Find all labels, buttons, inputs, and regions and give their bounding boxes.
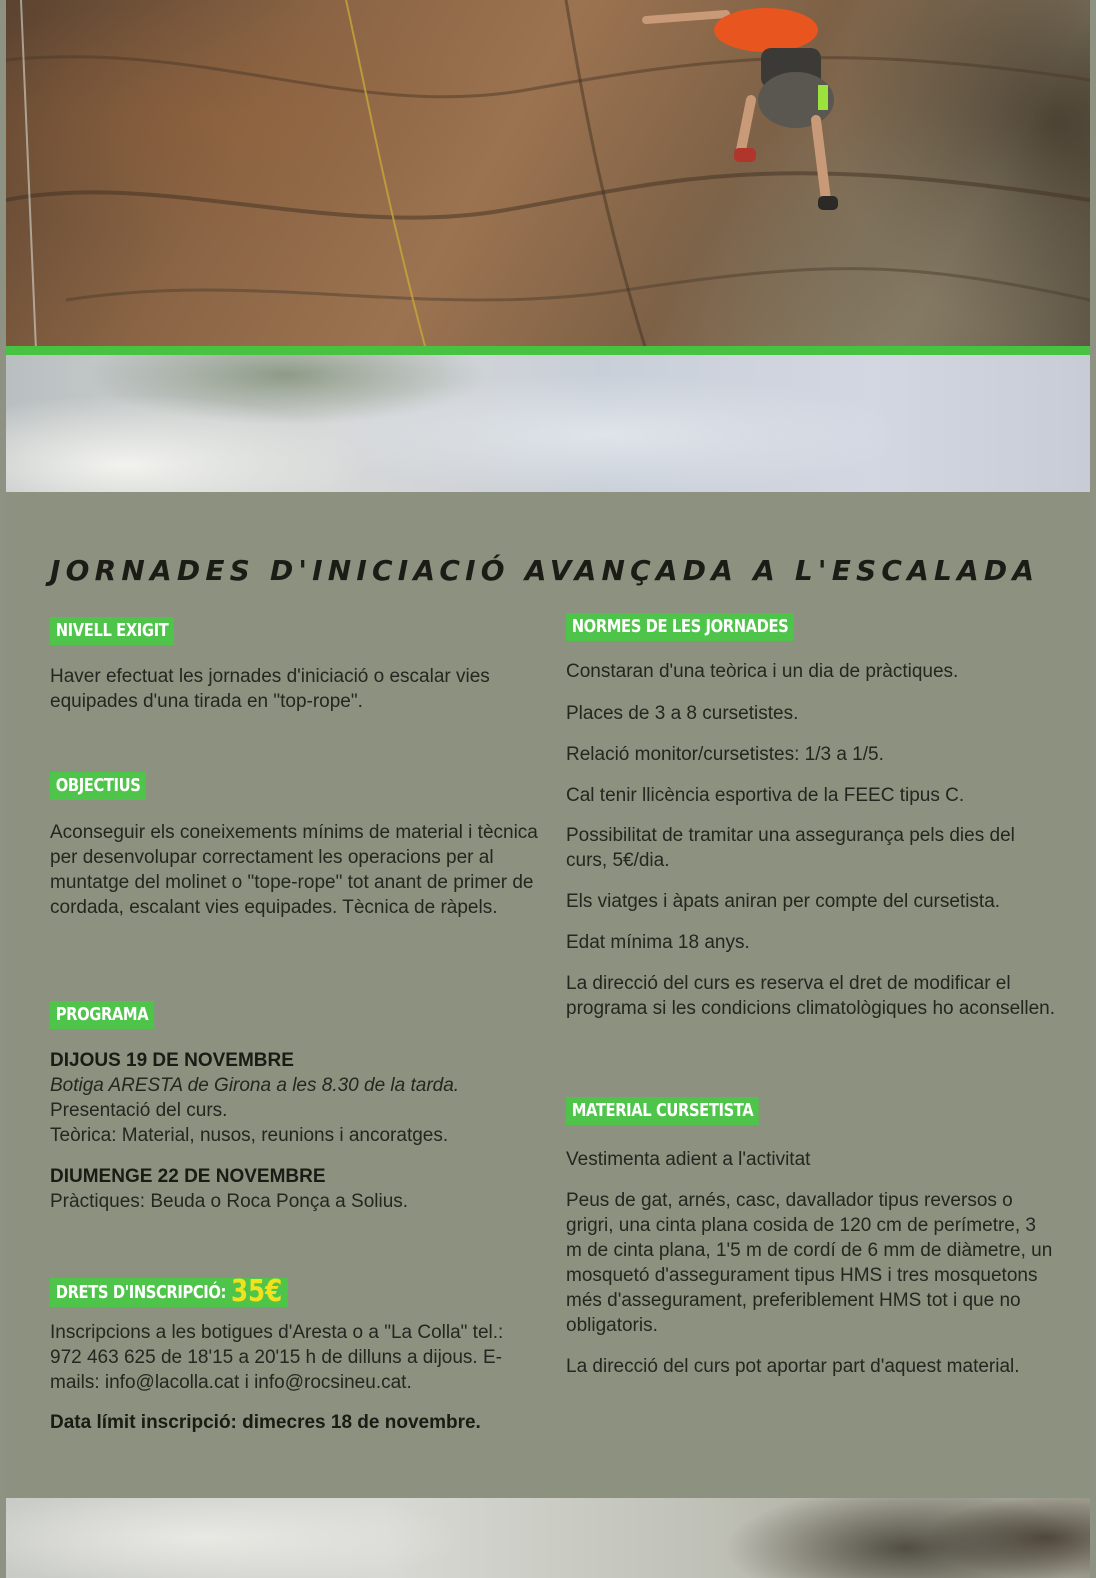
- material-line2: Peus de gat, arnés, casc, davallador tipus reversos o grigri, una cinta plana cosida de 120 cm de perímetre, 3 m de cinta plana, 1'5 m de cordí de 6 mm de diàmetre, un mosquetó d'assegurament tipus HMS i tres mosquetons més d'assegurament, preferiblement HMS tot i que no obligatoris.: [566, 1190, 1053, 1336]
- day1-line2: Teòrica: Material, nusos, reunions i ancoratges.: [50, 1125, 449, 1146]
- material-heading: MATERIAL CURSETISTA: [566, 1097, 759, 1125]
- bottom-photo-band: [6, 1498, 1090, 1578]
- day1-title: DIJOUS 19 DE NOVEMBRE: [50, 1050, 294, 1071]
- objectius-text: Aconseguir els coneixements mínims de material i tècnica per desenvolupar correctament les operacions per al muntatge del molinet o "tope-rope" tot anant de primer de cordada, escalant vies equipades. Tècnica de ràpels.: [50, 822, 538, 918]
- normes-item: Places de 3 a 8 cursetistes.: [566, 703, 799, 724]
- day1-line1: Presentació del curs.: [50, 1100, 228, 1121]
- deadline-text: Data límit inscripció: dimecres 18 de novembre.: [50, 1412, 481, 1433]
- nivell-heading: NIVELL EXIGIT: [50, 617, 174, 645]
- mist-photo-band: [6, 355, 1090, 492]
- material-line1: Vestimenta adient a l'activitat: [566, 1149, 811, 1170]
- price-value: 35€: [230, 1274, 283, 1309]
- normes-item: Cal tenir llicència esportiva de la FEEC tipus C.: [566, 785, 965, 806]
- green-divider: [6, 346, 1090, 355]
- objectius-heading: OBJECTIUS: [50, 772, 146, 800]
- nivell-text: Haver efectuat les jornades d'iniciació o escalar vies equipades d'una tirada en "top-rope".: [50, 666, 490, 712]
- normes-heading: NORMES DE LES JORNADES: [566, 613, 794, 641]
- programa-heading: PROGRAMA: [50, 1001, 154, 1029]
- normes-item: Edat mínima 18 anys.: [566, 932, 750, 953]
- drets-heading-label: DRETS D'INSCRIPCIÓ:: [55, 1282, 227, 1303]
- day1-place: Botiga ARESTA de Girona a les 8.30 de la tarda.: [50, 1075, 460, 1096]
- climber-photo: [6, 0, 1090, 350]
- day2-line1: Pràctiques: Beuda o Roca Ponça a Solius.: [50, 1191, 409, 1212]
- drets-heading: [50, 1274, 288, 1309]
- rock-texture-illustration: [6, 0, 1090, 350]
- normes-item: Constaran d'una teòrica i un dia de pràctiques.: [566, 661, 959, 682]
- material-line3: La direcció del curs pot aportar part d'aquest material.: [566, 1356, 1020, 1377]
- normes-item: Els viatges i àpats aniran per compte del cursetista.: [566, 891, 1001, 912]
- normes-item: Relació monitor/cursetistes: 1/3 a 1/5.: [566, 744, 884, 765]
- day2-title: DIUMENGE 22 DE NOVEMBRE: [50, 1166, 326, 1187]
- page-title: JORNADES D'INICIACIÓ AVANÇADA A L'ESCALADA: [50, 553, 1040, 587]
- normes-item: Possibilitat de tramitar una assegurança pels dies del curs, 5€/dia.: [566, 825, 1015, 871]
- drets-text: Inscripcions a les botigues d'Aresta o a "La Colla" tel.: 972 463 625 de 18'15 a 20'15 h de dilluns a dijous. E-mails: info@lacolla.cat i info@rocsineu.cat.: [50, 1322, 504, 1393]
- normes-item: La direcció del curs es reserva el dret de modificar el programa si les condicions climatològiques ho aconsellen.: [566, 973, 1055, 1019]
